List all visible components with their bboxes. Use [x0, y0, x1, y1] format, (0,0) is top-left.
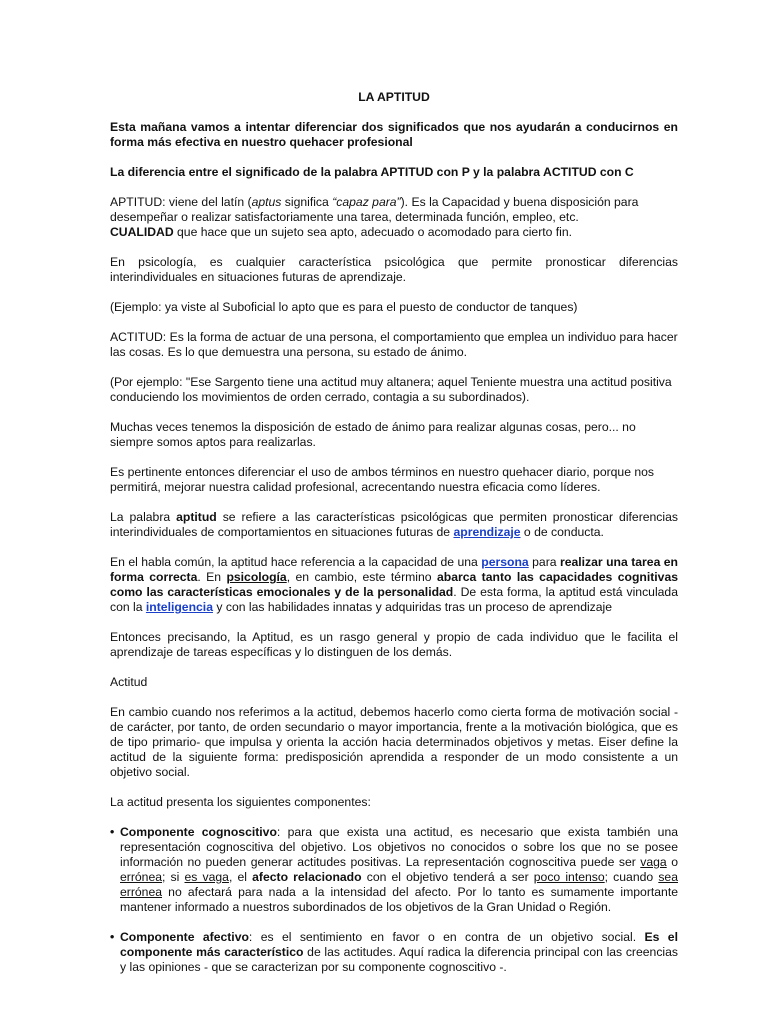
text-span: . De esta forma, la aptitud está vinculada con la [110, 585, 678, 614]
example-1: (Ejemplo: ya viste al Suboficial lo apto que es para el puesto de conductor de tanques) [110, 300, 578, 314]
cualidad-term: CUALIDAD [110, 225, 174, 239]
componentes-intro: La actitud presenta los siguientes componentes: [110, 795, 371, 809]
text-span: no afectará para nada a la intensidad del afecto. Por lo tanto es sumamente importante mantener informado a nuestros subordinados de los objetivos de la Gran Unidad o Región. [120, 885, 678, 914]
actitud-definition: ACTITUD: Es la forma de actuar de una persona, el comportamiento que emplea un individuo para hacer las cosas. Es lo que demuestra una persona, su estado de ánimo. [110, 330, 678, 359]
text-span: de las actitudes. Aquí radica la diferencia principal con las creencias y las opiniones - que se caracterizan por su componente cognoscitivo -. [120, 945, 678, 974]
text-span: , en cambio, este término [286, 570, 437, 584]
text-span: que hace que un sujeto sea apto, adecuado o acomodado para cierto fin. [173, 225, 573, 239]
aptitud-term: aptitud [176, 510, 217, 524]
aptitud-definition [110, 195, 678, 240]
text-span: , el [228, 870, 253, 884]
persona-link[interactable]: persona [481, 555, 529, 569]
text-span: APTITUD: viene del latín ( [110, 195, 252, 209]
bullet-icon: • [110, 930, 115, 944]
text-span: y con las habilidades innatas y adquiridas tras un proceso de aprendizaje [212, 600, 613, 614]
intro-paragraph: Esta mañana vamos a intentar diferenciar dos significados que nos ayudarán a conducirnos en forma más efectiva en nuestro quehacer profesional [110, 120, 678, 149]
bold-phrase: afecto relacionado [252, 870, 362, 884]
bold-phrase: realizar una tarea en forma correcta [110, 555, 679, 584]
text-span: ; si [162, 870, 185, 884]
bold-phrase: Es el componente más característico [120, 930, 678, 959]
text-span: con el objetivo tenderá a ser [361, 870, 534, 884]
bullet-icon: • [110, 825, 115, 839]
text-span: o de conducta. [520, 525, 604, 539]
text-span: ). Es la Capacidad y buena disposición para desempeñar o realizar satisfactoriamente una tarea, determinada función, empleo, etc. [110, 195, 639, 224]
underlined-term: sea errónea [120, 870, 678, 899]
text-span: : es el sentimiento en favor o en contra de un objetivo social. [248, 930, 645, 944]
text-span: ; cuando [604, 870, 659, 884]
example-2: (Por ejemplo: "Ese Sargento tiene una actitud muy altanera; aquel Teniente muestra una actitud positiva conduciendo los movimientos de orden cerrado, contagia a su subordinados). [110, 375, 672, 404]
components-list [110, 825, 678, 975]
text-span: significa [281, 195, 333, 209]
document-title: LA APTITUD [358, 90, 430, 104]
component-name: Componente cognoscitivo [120, 825, 277, 839]
palabra-aptitud-paragraph [110, 510, 678, 540]
text-span: : para que exista una actitud, es necesario que exista también una representación cognoscitiva del objetivo. Los objetivos no conocidos o sobre los que no se posee información no pueden generar actitudes positivas. La representación cognoscitiva puede ser [120, 825, 678, 869]
muchas-veces-paragraph: Muchas veces tenemos la disposición de estado de ánimo para realizar algunas cosas, pero... no siempre somos aptos para realizarlas. [110, 420, 636, 449]
text-span: En el habla común, la aptitud hace referencia a la capacidad de una [110, 555, 482, 569]
inteligencia-link[interactable]: inteligencia [145, 600, 213, 614]
en-cambio-paragraph: En cambio cuando nos referimos a la actitud, debemos hacerlo como cierta forma de motivación social -de carácter, por tanto, de orden secundario o mayor importancia, frente a la motivación biológica, que es de tipo primario- que impulsa y orienta la acción hacia determinados objetivos y metas. Eiser define la actitud de la siguiente forma: predisposición aprendida a responder de un modo consistente a un objetivo social. [110, 705, 678, 779]
underlined-term: poco intenso [533, 870, 605, 884]
aprendizaje-link[interactable]: aprendizaje [453, 525, 521, 539]
list-item [110, 825, 678, 915]
list-item [110, 930, 678, 975]
bold-phrase: abarca tanto las capacidades cognitivas como las características emocionales y de la personalidad [110, 570, 678, 599]
text-span: . En [197, 570, 227, 584]
habla-comun-paragraph [110, 555, 678, 615]
difference-heading: La diferencia entre el significado de la palabra APTITUD con P y la palabra ACTITUD con C [110, 165, 634, 179]
actitud-heading: Actitud [110, 675, 148, 689]
text-span: para [528, 555, 560, 569]
underlined-term: vaga [640, 855, 667, 869]
underlined-term: es vaga [184, 870, 229, 884]
underlined-term: errónea [120, 870, 163, 884]
psicologia-paragraph: En psicología, es cualquier característica psicológica que permite pronosticar diferencias interindividuales en situaciones futuras de aprendizaje. [110, 255, 678, 284]
psicologia-term: psicología [226, 570, 287, 584]
text-span: o [666, 855, 678, 869]
pertinente-paragraph: Es pertinente entonces diferenciar el uso de ambos términos en nuestro quehacer diario, porque nos permitirá, mejorar nuestra calidad profesional, acrecentando nuestra eficacia como líderes. [110, 465, 655, 494]
document-page [110, 90, 678, 990]
entonces-paragraph: Entonces precisando, la Aptitud, es un rasgo general y propio de cada individuo que le facilita el aprendizaje de tareas específicas y lo distinguen de los demás. [110, 630, 678, 659]
component-name: Componente afectivo [120, 930, 249, 944]
latin-meaning: “capaz para” [332, 195, 401, 209]
text-span: La palabra [110, 510, 177, 524]
text-span: se refiere a las características psicológicas que permiten pronosticar diferencias interindividuales de comportamientos en situaciones futuras de [110, 510, 678, 539]
latin-term: aptus [251, 195, 282, 209]
